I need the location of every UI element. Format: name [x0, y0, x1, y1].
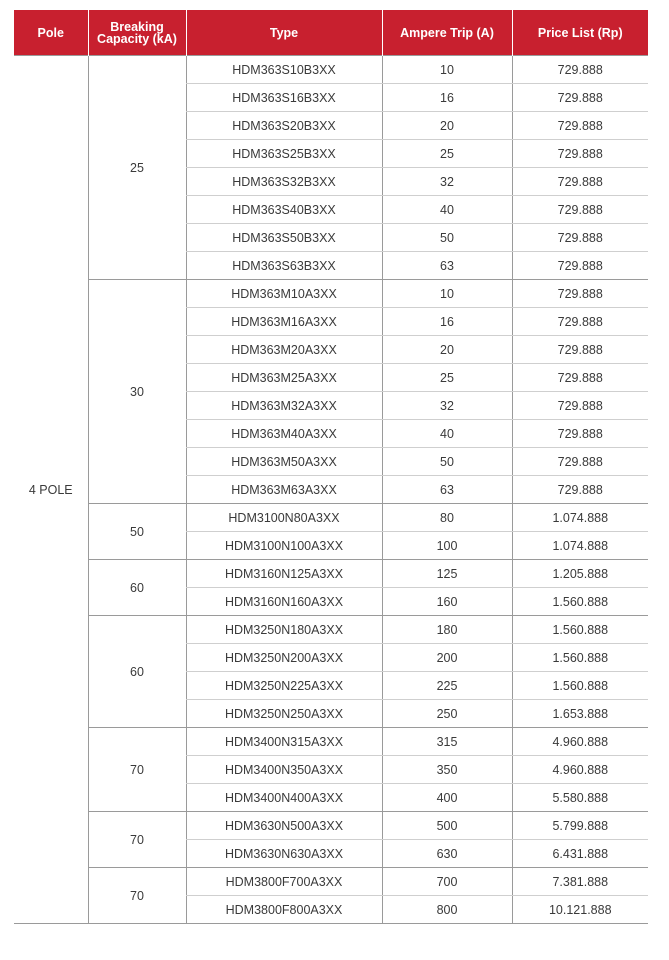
ampere-trip-cell: 250 [382, 700, 512, 728]
type-cell: HDM363S32B3XX [186, 168, 382, 196]
type-cell: HDM3250N180A3XX [186, 616, 382, 644]
ampere-trip-cell: 10 [382, 280, 512, 308]
type-cell: HDM363S40B3XX [186, 196, 382, 224]
type-cell: HDM363M32A3XX [186, 392, 382, 420]
table-row [14, 728, 648, 756]
breaking-capacity-cell: 60 [88, 560, 186, 616]
type-cell: HDM3160N125A3XX [186, 560, 382, 588]
pole-cell: 4 POLE [14, 56, 88, 924]
breaking-capacity-cell: 70 [88, 812, 186, 868]
ampere-trip-cell: 40 [382, 196, 512, 224]
type-cell: HDM3250N225A3XX [186, 672, 382, 700]
price-cell: 7.381.888 [512, 868, 648, 896]
type-cell: HDM363M16A3XX [186, 308, 382, 336]
ampere-trip-cell: 80 [382, 504, 512, 532]
type-cell: HDM3250N250A3XX [186, 700, 382, 728]
price-cell: 729.888 [512, 448, 648, 476]
ampere-trip-cell: 25 [382, 364, 512, 392]
price-cell: 729.888 [512, 112, 648, 140]
type-cell: HDM363M25A3XX [186, 364, 382, 392]
type-cell: HDM363M10A3XX [186, 280, 382, 308]
ampere-trip-cell: 10 [382, 56, 512, 84]
breaking-capacity-cell: 30 [88, 280, 186, 504]
type-cell: HDM363S10B3XX [186, 56, 382, 84]
ampere-trip-cell: 16 [382, 308, 512, 336]
type-cell: HDM363M63A3XX [186, 476, 382, 504]
price-cell: 729.888 [512, 252, 648, 280]
type-cell: HDM3100N80A3XX [186, 504, 382, 532]
ampere-trip-cell: 20 [382, 112, 512, 140]
ampere-trip-cell: 32 [382, 168, 512, 196]
type-cell: HDM363S16B3XX [186, 84, 382, 112]
ampere-trip-cell: 160 [382, 588, 512, 616]
price-cell: 729.888 [512, 420, 648, 448]
table-row [14, 868, 648, 896]
ampere-trip-cell: 225 [382, 672, 512, 700]
price-cell: 729.888 [512, 196, 648, 224]
ampere-trip-cell: 63 [382, 476, 512, 504]
price-cell: 10.121.888 [512, 896, 648, 924]
header-ampere-trip: Ampere Trip (A) [382, 10, 512, 56]
price-cell: 729.888 [512, 224, 648, 252]
price-cell: 729.888 [512, 476, 648, 504]
type-cell: HDM363S25B3XX [186, 140, 382, 168]
price-cell: 1.560.888 [512, 644, 648, 672]
type-cell: HDM3400N350A3XX [186, 756, 382, 784]
type-cell: HDM363M40A3XX [186, 420, 382, 448]
table-row [14, 812, 648, 840]
price-cell: 1.560.888 [512, 616, 648, 644]
price-cell: 1.205.888 [512, 560, 648, 588]
ampere-trip-cell: 25 [382, 140, 512, 168]
ampere-trip-cell: 40 [382, 420, 512, 448]
table-row [14, 280, 648, 308]
price-cell: 1.074.888 [512, 504, 648, 532]
price-cell: 1.653.888 [512, 700, 648, 728]
ampere-trip-cell: 50 [382, 448, 512, 476]
price-cell: 729.888 [512, 280, 648, 308]
ampere-trip-cell: 200 [382, 644, 512, 672]
type-cell: HDM363M50A3XX [186, 448, 382, 476]
ampere-trip-cell: 100 [382, 532, 512, 560]
table-row [14, 56, 648, 84]
ampere-trip-cell: 20 [382, 336, 512, 364]
type-cell: HDM363S20B3XX [186, 112, 382, 140]
ampere-trip-cell: 315 [382, 728, 512, 756]
ampere-trip-cell: 180 [382, 616, 512, 644]
ampere-trip-cell: 32 [382, 392, 512, 420]
ampere-trip-cell: 63 [382, 252, 512, 280]
header-type: Type [186, 10, 382, 56]
ampere-trip-cell: 500 [382, 812, 512, 840]
price-cell: 5.799.888 [512, 812, 648, 840]
type-cell: HDM3400N315A3XX [186, 728, 382, 756]
breaking-capacity-cell: 70 [88, 728, 186, 812]
ampere-trip-cell: 800 [382, 896, 512, 924]
type-cell: HDM363S50B3XX [186, 224, 382, 252]
price-cell: 5.580.888 [512, 784, 648, 812]
ampere-trip-cell: 125 [382, 560, 512, 588]
price-cell: 1.074.888 [512, 532, 648, 560]
breaking-capacity-cell: 70 [88, 868, 186, 924]
ampere-trip-cell: 700 [382, 868, 512, 896]
breaking-capacity-cell: 25 [88, 56, 186, 280]
price-cell: 4.960.888 [512, 756, 648, 784]
table-header-row [14, 10, 648, 56]
price-cell: 729.888 [512, 84, 648, 112]
type-cell: HDM3630N500A3XX [186, 812, 382, 840]
price-cell: 1.560.888 [512, 672, 648, 700]
type-cell: HDM3630N630A3XX [186, 840, 382, 868]
price-cell: 729.888 [512, 308, 648, 336]
price-list-table [14, 10, 648, 924]
price-cell: 729.888 [512, 140, 648, 168]
ampere-trip-cell: 350 [382, 756, 512, 784]
price-cell: 729.888 [512, 168, 648, 196]
type-cell: HDM3400N400A3XX [186, 784, 382, 812]
header-pole: Pole [14, 10, 88, 56]
table-row [14, 560, 648, 588]
price-cell: 6.431.888 [512, 840, 648, 868]
breaking-capacity-cell: 50 [88, 504, 186, 560]
table-row [14, 504, 648, 532]
ampere-trip-cell: 16 [382, 84, 512, 112]
header-breaking-capacity: Breaking Capacity (kA) [88, 10, 186, 56]
price-cell: 729.888 [512, 392, 648, 420]
price-cell: 729.888 [512, 336, 648, 364]
type-cell: HDM363M20A3XX [186, 336, 382, 364]
type-cell: HDM3160N160A3XX [186, 588, 382, 616]
table-row [14, 616, 648, 644]
table-body [14, 56, 648, 924]
type-cell: HDM3250N200A3XX [186, 644, 382, 672]
header-price-list: Price List (Rp) [512, 10, 648, 56]
price-cell: 1.560.888 [512, 588, 648, 616]
ampere-trip-cell: 630 [382, 840, 512, 868]
type-cell: HDM3800F700A3XX [186, 868, 382, 896]
price-cell: 4.960.888 [512, 728, 648, 756]
ampere-trip-cell: 50 [382, 224, 512, 252]
price-cell: 729.888 [512, 364, 648, 392]
breaking-capacity-cell: 60 [88, 616, 186, 728]
type-cell: HDM363S63B3XX [186, 252, 382, 280]
price-cell: 729.888 [512, 56, 648, 84]
type-cell: HDM3100N100A3XX [186, 532, 382, 560]
type-cell: HDM3800F800A3XX [186, 896, 382, 924]
ampere-trip-cell: 400 [382, 784, 512, 812]
